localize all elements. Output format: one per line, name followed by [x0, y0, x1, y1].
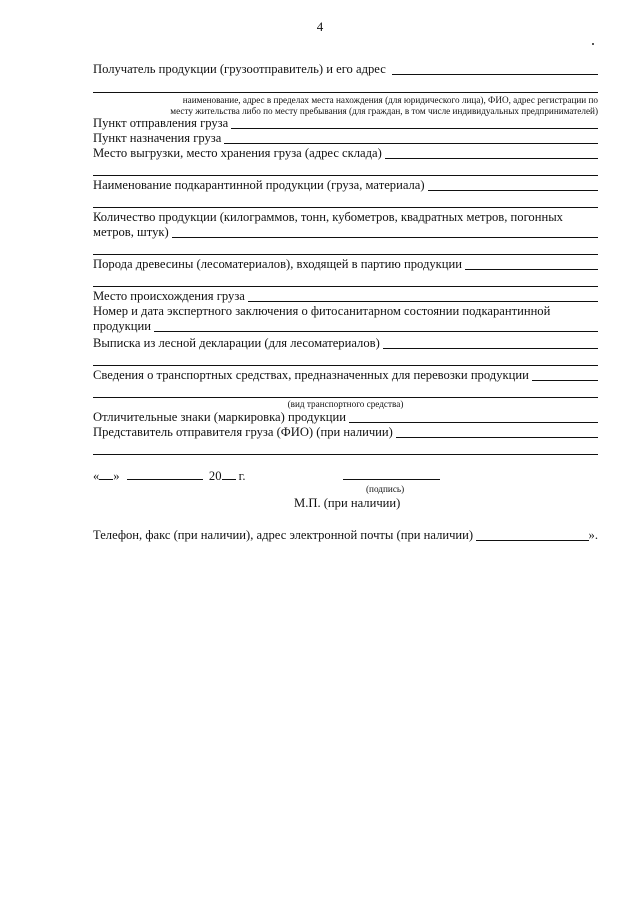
phone-field[interactable]: [476, 529, 588, 541]
expert-field[interactable]: [154, 320, 598, 332]
date-year-suffix: г.: [238, 469, 246, 483]
transport-field[interactable]: [532, 369, 598, 381]
transport-row: [93, 368, 598, 383]
transport-caption: (вид транспортного средства): [287, 399, 404, 409]
marking-label: Отличительные знаки (маркировка) продукции: [93, 410, 346, 424]
transport-label: Сведения о транспортных средствах, предназначенных для перевозки продукции: [93, 368, 529, 382]
signature-field[interactable]: [343, 469, 440, 480]
date-row: [93, 469, 598, 484]
representative-field[interactable]: [396, 426, 598, 438]
form-document: [93, 60, 598, 543]
recipient-row: [93, 62, 598, 77]
wood-row: [93, 257, 598, 272]
wood-field-line-2[interactable]: [93, 286, 598, 287]
departure-field[interactable]: [231, 117, 598, 129]
unloading-label: Место выгрузки, место хранения груза (адрес склада): [93, 146, 382, 160]
unloading-row: [93, 146, 598, 161]
stamp-label: М.П. (при наличии): [294, 496, 401, 510]
recipient-label: Получатель продукции (грузоотправитель) и его адрес: [93, 62, 386, 76]
recipient-caption-1: наименование, адрес в пределах места нахождения (для юридического лица), ФИО, адрес регистрации по: [182, 95, 598, 105]
page-number: 4: [316, 19, 324, 34]
phone-end: ».: [588, 528, 598, 542]
marking-row: [93, 410, 598, 425]
transport-field-line-2[interactable]: [93, 397, 598, 398]
product-name-label: Наименование подкарантинной продукции (груза, материала): [93, 178, 425, 192]
date-day-field[interactable]: [99, 469, 113, 480]
wood-label: Порода древесины (лесоматериалов), входящей в партию продукции: [93, 257, 462, 271]
quantity-field-line-2[interactable]: [93, 254, 598, 255]
quantity-row: [93, 225, 598, 240]
departure-label: Пункт отправления груза: [93, 116, 229, 130]
recipient-field[interactable]: [392, 63, 598, 75]
marking-field[interactable]: [349, 411, 598, 423]
representative-row: [93, 425, 598, 440]
unloading-field[interactable]: [385, 147, 598, 159]
signature-caption: (подпись): [366, 484, 405, 494]
destination-label: Пункт назначения груза: [93, 131, 222, 145]
quantity-label-1: Количество продукции (килограммов, тонн, кубометров, квадратных метров, погонных: [93, 210, 563, 224]
forest-row: [93, 336, 598, 351]
date-month-field[interactable]: [127, 469, 203, 480]
phone-label: Телефон, факс (при наличии), адрес электронной почты (при наличии): [93, 528, 474, 542]
phone-row: [93, 528, 598, 543]
scan-mark: [592, 43, 594, 45]
expert-label-1: Номер и дата экспертного заключения о фитосанитарном состоянии подкарантинной: [93, 304, 551, 318]
recipient-caption-2: месту жительства либо по месту пребывания (для граждан, в том числе индивидуальных предпринимателей): [170, 106, 598, 116]
unloading-field-line-2[interactable]: [93, 175, 598, 176]
destination-field[interactable]: [224, 132, 598, 144]
recipient-field-line-2[interactable]: [93, 92, 598, 93]
quantity-label-2: метров, штук): [93, 225, 169, 239]
date-open-quote: «: [93, 469, 100, 483]
forest-label: Выписка из лесной декларации (для лесоматериалов): [93, 336, 380, 350]
date-close-quote: »: [113, 469, 120, 483]
quantity-field[interactable]: [172, 226, 598, 238]
expert-row: [93, 319, 598, 334]
origin-row: [93, 289, 598, 304]
date-year-prefix: 20: [208, 469, 222, 483]
departure-row: [93, 116, 598, 131]
product-name-row: [93, 178, 598, 193]
forest-field-line-2[interactable]: [93, 365, 598, 366]
date-year-field[interactable]: [222, 469, 236, 480]
forest-field[interactable]: [383, 337, 598, 349]
product-name-field-line-2[interactable]: [93, 207, 598, 208]
product-name-field[interactable]: [428, 179, 598, 191]
origin-field[interactable]: [248, 290, 598, 302]
expert-label-2: продукции: [93, 319, 152, 333]
wood-field[interactable]: [465, 258, 598, 270]
origin-label: Место происхождения груза: [93, 289, 245, 303]
representative-field-line-2[interactable]: [93, 454, 598, 455]
destination-row: [93, 131, 598, 146]
representative-label: Представитель отправителя груза (ФИО) (при наличии): [93, 425, 393, 439]
